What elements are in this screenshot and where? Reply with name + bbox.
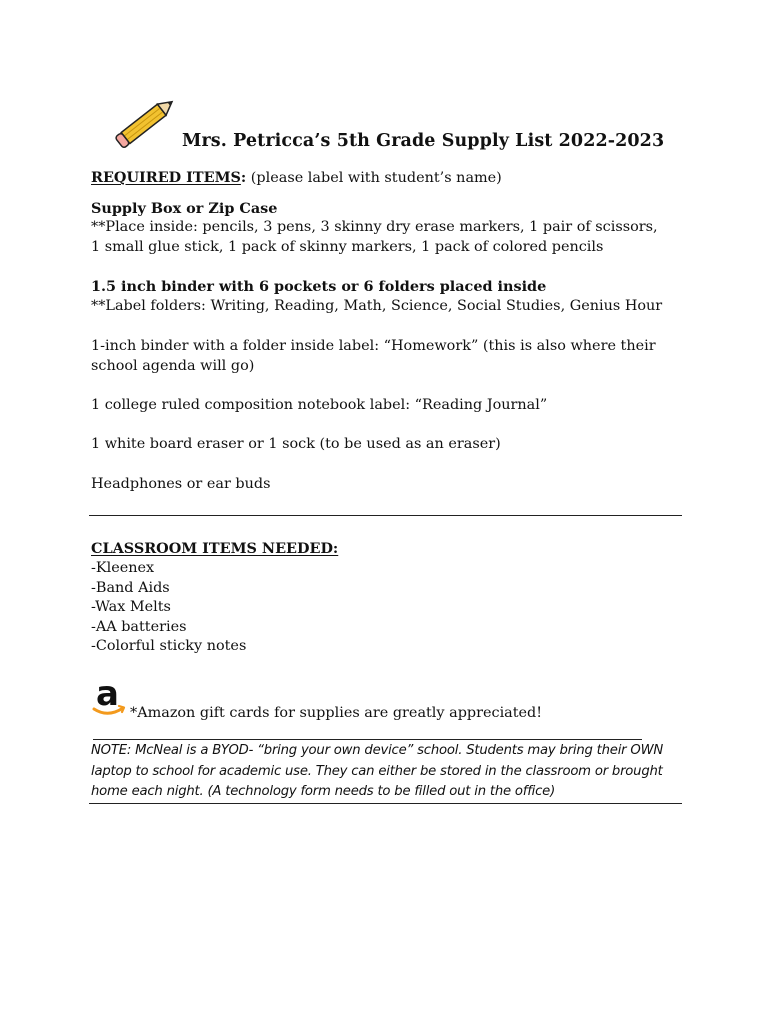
required-items-header	[91, 168, 502, 189]
note-divider-bottom	[89, 803, 682, 804]
one-inch-binder-line-1: 1-inch binder with a folder inside label: “Homework” (this is also where their	[91, 338, 656, 354]
binder-folders-line: **Label folders: Writing, Reading, Math, Science, Social Studies, Genius Hour	[91, 298, 663, 314]
binder-title: 1.5 inch binder with 6 pockets or 6 folders placed inside	[91, 278, 547, 295]
page-title: Mrs. Petricca’s 5th Grade Supply List 2022-2023	[182, 131, 665, 151]
headphones-item: Headphones or ear buds	[91, 476, 271, 492]
supply-box-line-2: 1 small glue stick, 1 pack of skinny markers, 1 pack of colored pencils	[91, 239, 604, 255]
required-items-note: (please label with student’s name)	[246, 170, 502, 186]
note-divider-top	[93, 739, 642, 740]
byod-note-line-1: NOTE: McNeal is a BYOD- “bring your own device” school. Students may bring their OWN	[91, 743, 664, 758]
one-inch-binder-line-2: school agenda will go)	[91, 358, 255, 374]
list-item: -Wax Melts	[91, 599, 171, 616]
supply-box-line-1: **Place inside: pencils, 3 pens, 3 skinny dry erase markers, 1 pair of scissors,	[91, 219, 658, 235]
list-item: -Band Aids	[91, 579, 170, 596]
notebook-item: 1 college ruled composition notebook label: “Reading Journal”	[91, 397, 548, 413]
amazon-logo-icon	[91, 675, 129, 719]
byod-note	[91, 741, 663, 803]
required-items-heading: REQUIRED ITEMS	[91, 169, 241, 186]
list-item: -AA batteries	[91, 618, 187, 635]
supply-box-title: Supply Box or Zip Case	[91, 200, 278, 217]
eraser-item: 1 white board eraser or 1 sock (to be used as an eraser)	[91, 436, 501, 452]
byod-note-line-3: home each night. (A technology form needs to be filled out in the office)	[91, 784, 556, 800]
required-items-colon: :	[240, 169, 247, 186]
list-item: -Colorful sticky notes	[91, 638, 247, 655]
svg-text:a: a	[96, 675, 119, 714]
section-divider	[89, 515, 682, 516]
classroom-items-list	[91, 559, 246, 657]
pencil-icon	[112, 92, 180, 152]
byod-note-line-2: laptop to school for academic use. They can either be stored in the classroom or brought	[91, 763, 663, 779]
classroom-items-heading: CLASSROOM ITEMS NEEDED:	[91, 540, 339, 557]
list-item: -Kleenex	[91, 560, 155, 576]
amazon-gift-note: *Amazon gift cards for supplies are greatly appreciated!	[130, 705, 543, 721]
